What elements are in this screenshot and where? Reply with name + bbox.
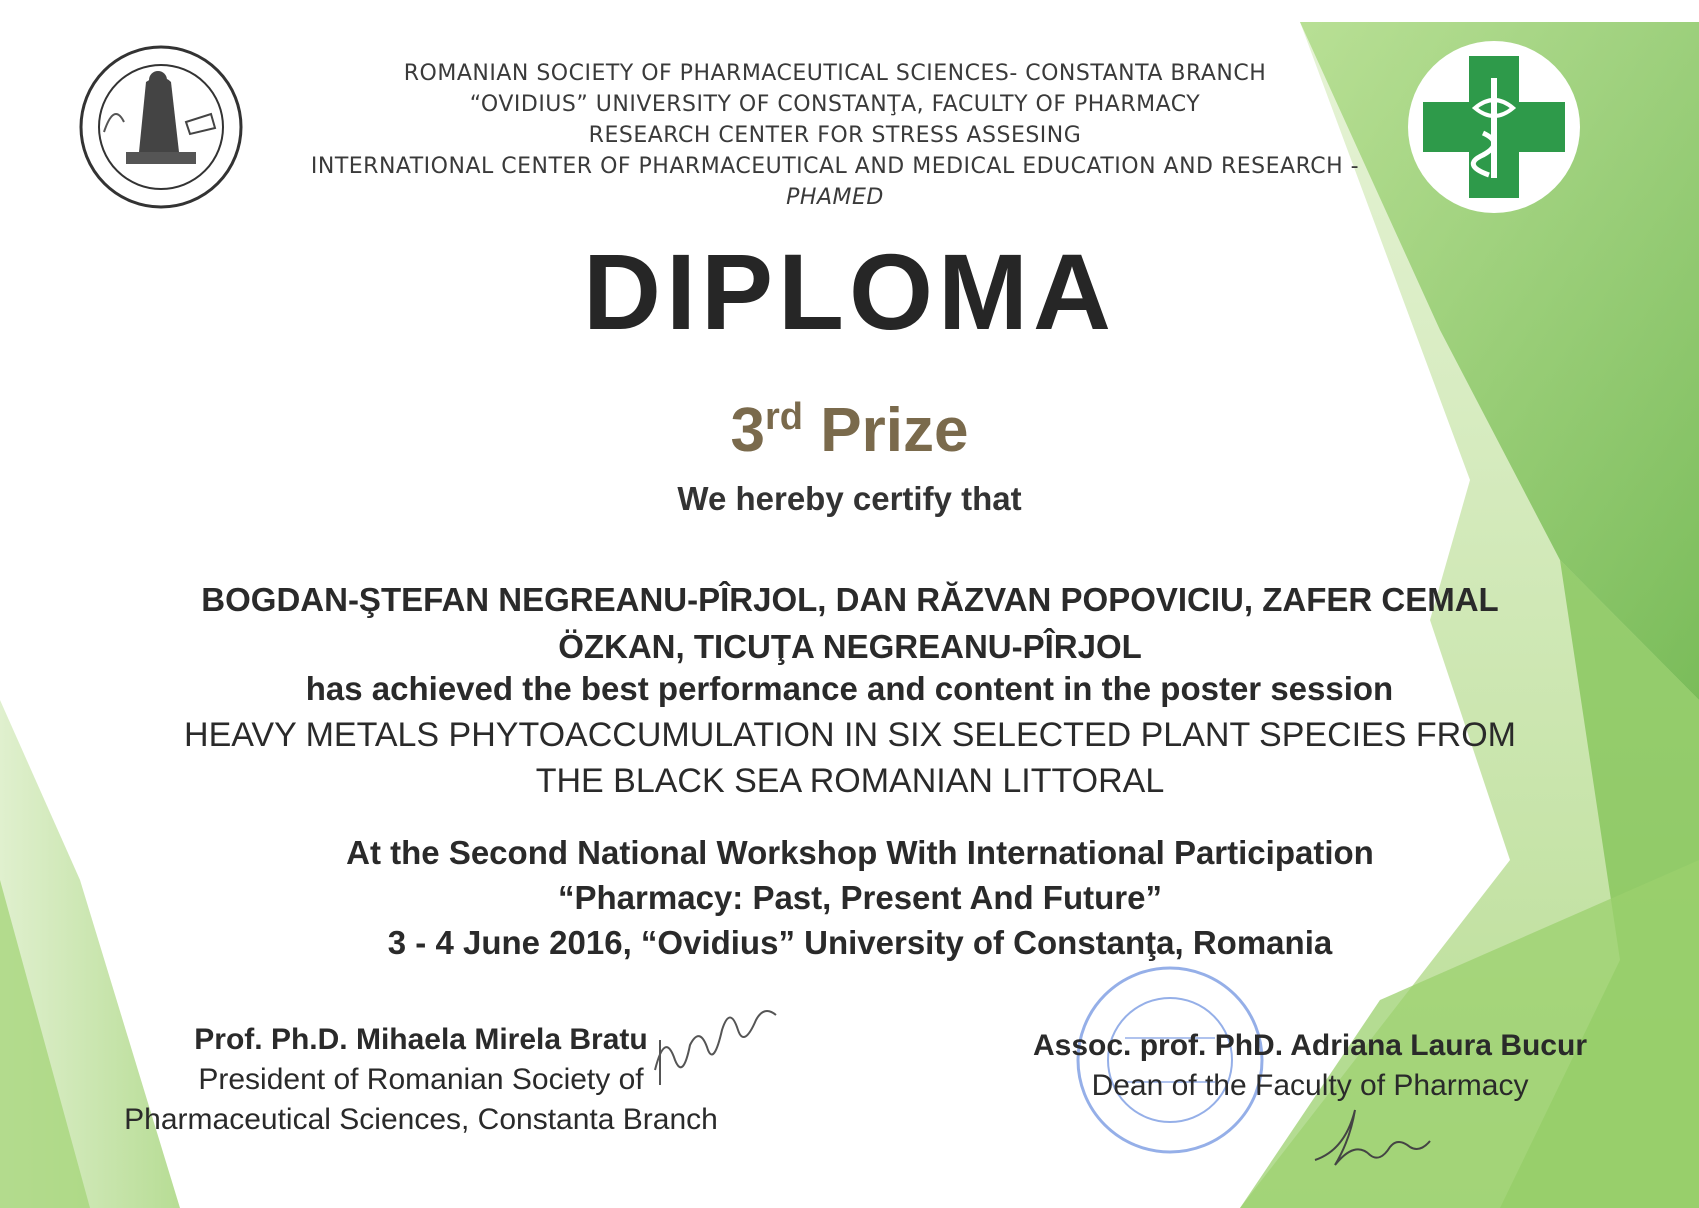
names-line-2: ÖZKAN, TICUŢA NEGREANU-PÎRJOL [558,628,1142,665]
poster-title-line-2: THE BLACK SEA ROMANIAN LITTORAL [535,762,1165,800]
certify-statement: We hereby certify that [677,480,1022,517]
issuing-institutions [280,58,1390,213]
signatory-left-role-1: President of Romanian Society of [198,1063,644,1096]
pharmacy-cross-icon [1405,38,1583,216]
signatory-left [76,1020,766,1140]
university-seal-icon [66,42,256,212]
signatory-left-name: Prof. Ph.D. Mihaela Mirela Bratu [194,1023,648,1056]
workshop-line-2: “Pharmacy: Past, Present And Future” [558,879,1162,916]
achievement-statement: has achieved the best performance and content in the poster session [305,670,1394,707]
workshop-line-3: 3 - 4 June 2016, “Ovidius” University of Constanţa, Romania [387,924,1333,961]
prize-label [0,382,1699,466]
header-line-1: ROMANIAN SOCIETY OF PHARMACEUTICAL SCIENCES- CONSTANTA BRANCH [403,61,1267,86]
signatory-right [980,1026,1640,1106]
signatory-right-name: Assoc. prof. PhD. Adriana Laura Bucur [1033,1029,1587,1062]
header-line-2: “OVIDIUS” UNIVERSITY OF CONSTANŢA, FACULTY OF PHARMACY [469,92,1201,117]
signatory-left-role-2: Pharmaceutical Sciences, Constanta Branch [124,1103,718,1136]
signature-right-icon [1310,1100,1440,1170]
workshop-details [40,830,1680,965]
header-line-4: INTERNATIONAL CENTER OF PHARMACEUTICAL AND MEDICAL EDUCATION AND RESEARCH - [310,154,1360,179]
diploma-title: DIPLOMA [583,231,1116,352]
poster-title [60,712,1640,804]
names-line-1: BOGDAN-ŞTEFAN NEGREANU-PÎRJOL, DAN RĂZVAN POPOVICIU, ZAFER CEMAL [201,581,1499,618]
poster-title-line-1: HEAVY METALS PHYTOACCUMULATION IN SIX SELECTED PLANT SPECIES FROM [184,716,1516,754]
recipient-names [60,576,1640,670]
prize-suffix: rd [765,396,804,438]
prize-number: 3 [730,396,766,465]
signatory-right-role-1: Dean of the Faculty of Pharmacy [1091,1069,1529,1102]
header-line-3: RESEARCH CENTER FOR STRESS ASSESING [588,123,1082,148]
workshop-line-1: At the Second National Workshop With International Participation [346,834,1374,871]
prize-word: Prize [820,396,969,465]
header-line-5: PHAMED [786,185,884,210]
